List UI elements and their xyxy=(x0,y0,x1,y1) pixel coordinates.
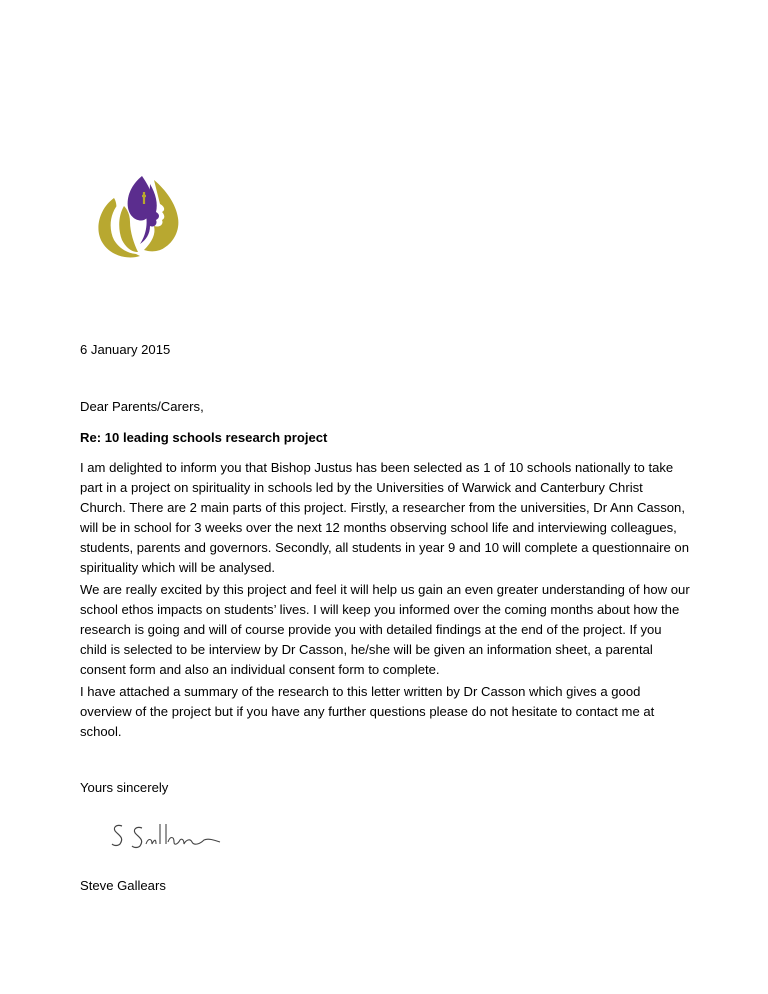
letter-date: 6 January 2015 xyxy=(80,342,171,357)
subject-line: Re: 10 leading schools research project xyxy=(80,430,328,445)
body-paragraph: I am delighted to inform you that Bishop Justus has been selected as 1 of 10 schools nationally to take part in a project on spirituality in schools led by the Universities of Warwick and Canterbury Christ Church. There are 2 main parts of this project. Firstly, a researcher from the universities, Dr Ann Casson, will be in school for 3 weeks over the next 12 months observing school life and interviewing colleagues, students, parents and governors. Secondly, all students in year 9 and 10 will complete a questionnaire on spirituality which will be analysed. xyxy=(80,460,689,575)
closing: Yours sincerely xyxy=(80,780,169,795)
signer-name: Steve Gallears xyxy=(80,878,166,893)
salutation: Dear Parents/Carers, xyxy=(80,399,204,414)
body-paragraph: We are really excited by this project and feel it will help us gain an even greater understanding of how our school ethos impacts on students’ lives. I will keep you informed over the coming months about how the research is going and will of course provide you with detailed findings at the end of the project. If you child is selected to be interview by Dr Casson, he/she will be given an information sheet, a parental consent form and also an individual consent form to complete. xyxy=(80,582,690,677)
body-paragraph: I have attached a summary of the research to this letter written by Dr Casson which gives a good overview of the project but if you have any further questions please do not hesitate to contact me at school. xyxy=(80,684,655,739)
school-crest-icon xyxy=(92,170,188,262)
handwritten-signature xyxy=(108,818,228,852)
